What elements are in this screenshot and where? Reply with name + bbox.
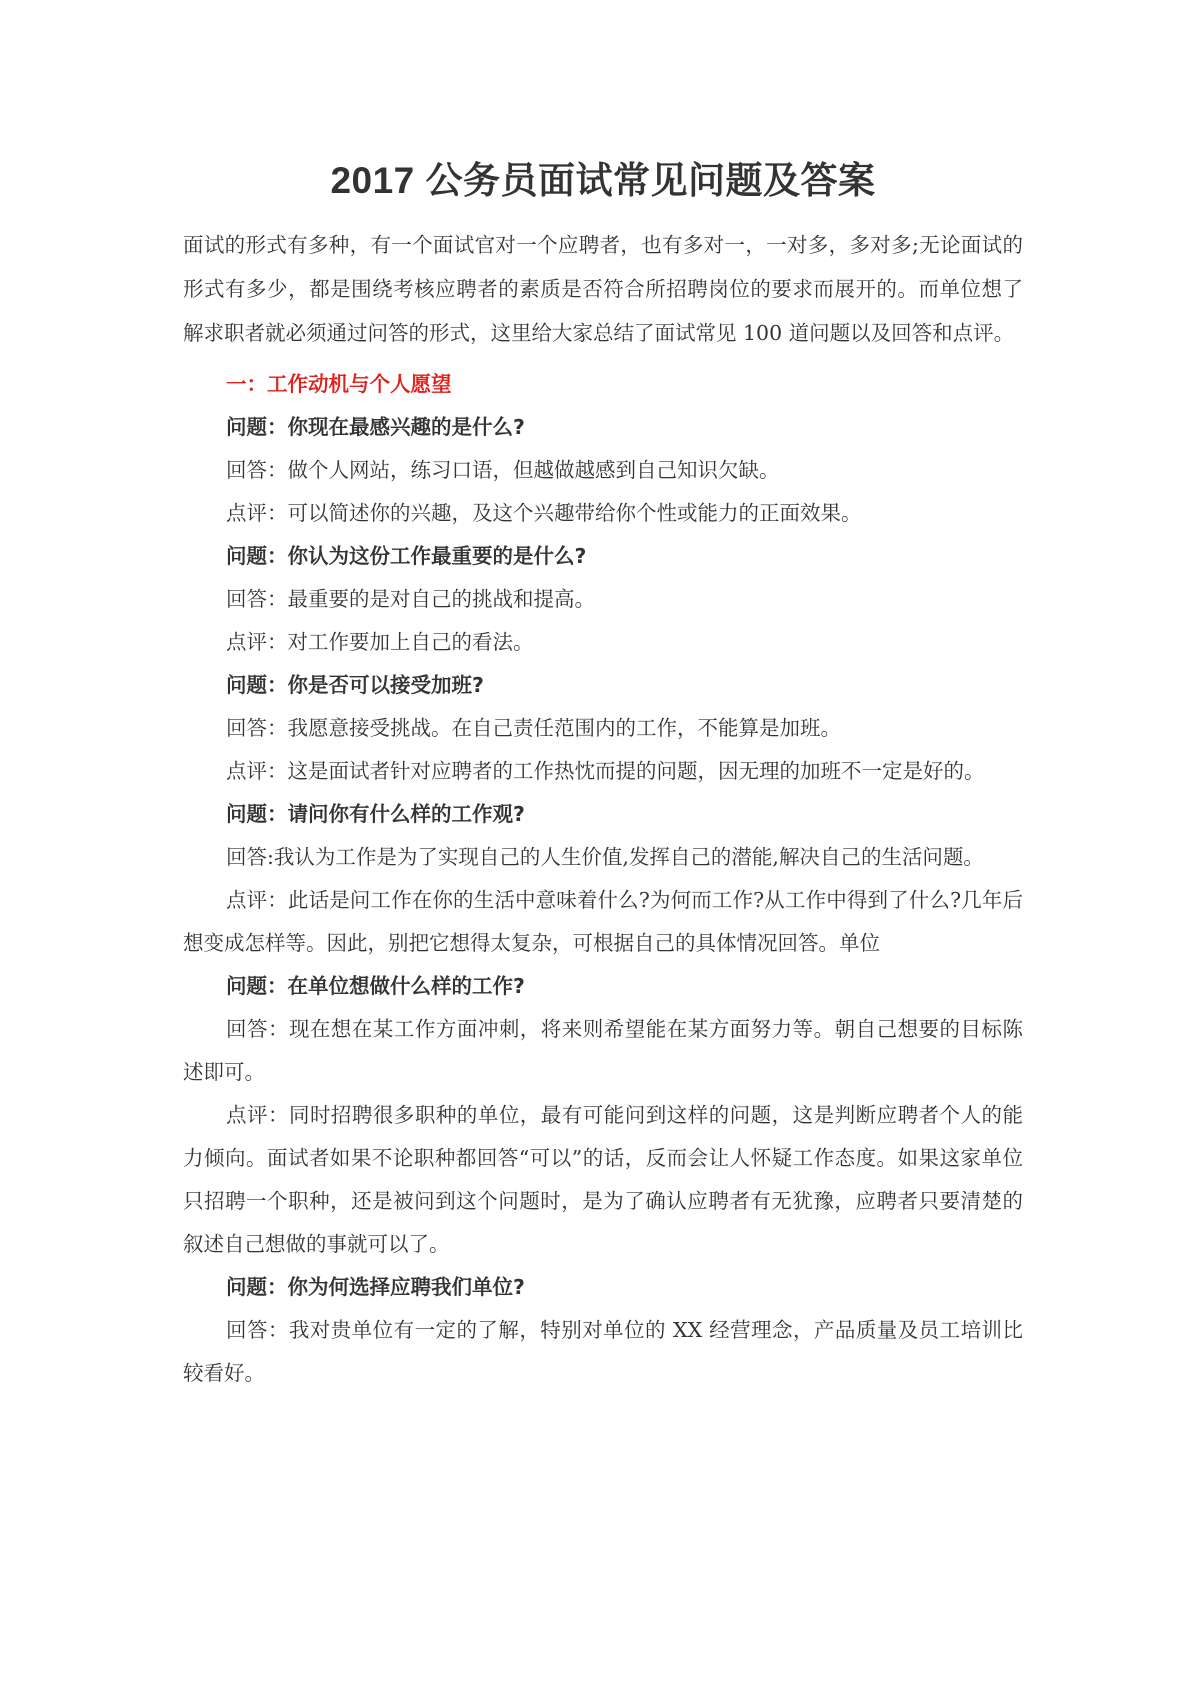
section-heading: 一：工作动机与个人愿望 <box>226 372 452 396</box>
qa-list <box>183 363 1023 1395</box>
question-text: 问题：你现在最感兴趣的是什么? <box>226 415 525 439</box>
question-text: 问题：在单位想做什么样的工作? <box>226 974 525 998</box>
answer-text: 回答:我认为工作是为了实现自己的人生价值,发挥自己的潜能,解决自己的生活问题。 <box>226 845 984 869</box>
question-text: 问题：你为何选择应聘我们单位? <box>226 1275 525 1299</box>
intro-paragraph: 面试的形式有多种，有一个面试官对一个应聘者，也有多对一，一对多，多对多;无论面试的形式有多少，都是围绕考核应聘者的素质是否符合所招聘岗位的要求而展开的。而单位想了解求职者就必须通过问答的形式，这里给大家总结了面试常见 100 道问题以及回答和点评。 <box>183 233 1023 345</box>
page-title: 2017 公务员面试常见问题及答案 <box>330 160 876 201</box>
document-content <box>183 155 1023 1395</box>
question-text: 问题：请问你有什么样的工作观? <box>226 802 525 826</box>
answer-text: 回答：现在想在某工作方面冲刺，将来则希望能在某方面努力等。朝自己想要的目标陈述即可。 <box>183 1017 1023 1084</box>
answer-text: 回答：最重要的是对自己的挑战和提高。 <box>226 587 595 611</box>
comment-text: 点评：同时招聘很多职种的单位，最有可能问到这样的问题，这是判断应聘者个人的能力倾向。面试者如果不论职种都回答“可以”的话，反而会让人怀疑工作态度。如果这家单位只招聘一个职种，还是被问到这个问题时，是为了确认应聘者有无犹豫，应聘者只要清楚的叙述自己想做的事就可以了。 <box>183 1103 1023 1256</box>
question-text: 问题：你认为这份工作最重要的是什么? <box>226 544 587 568</box>
comment-text: 点评：此话是问工作在你的生活中意味着什么?为何而工作?从工作中得到了什么?几年后想变成怎样等。因此，别把它想得太复杂，可根据自己的具体情况回答。单位 <box>183 888 1023 955</box>
question-text: 问题：你是否可以接受加班? <box>226 673 484 697</box>
answer-text: 回答：做个人网站，练习口语，但越做越感到自己知识欠缺。 <box>226 458 780 482</box>
answer-text: 回答：我愿意接受挑战。在自己责任范围内的工作，不能算是加班。 <box>226 716 841 740</box>
comment-text: 点评：这是面试者针对应聘者的工作热忱而提的问题，因无理的加班不一定是好的。 <box>226 759 985 783</box>
comment-text: 点评：对工作要加上自己的看法。 <box>226 630 534 654</box>
comment-text: 点评：可以简述你的兴趣，及这个兴趣带给你个性或能力的正面效果。 <box>226 501 862 525</box>
answer-text: 回答：我对贵单位有一定的了解，特别对单位的 XX 经营理念，产品质量及员工培训比较看好。 <box>183 1318 1023 1385</box>
